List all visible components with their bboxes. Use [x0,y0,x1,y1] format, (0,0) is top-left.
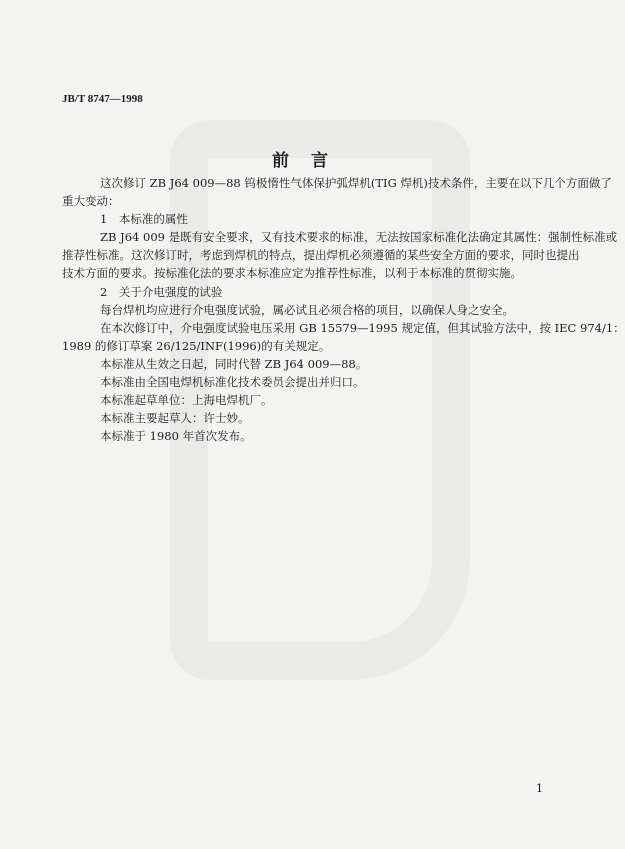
paragraph [62,228,618,282]
text-line: 重大变动： [62,194,120,209]
page-number: 1 [536,782,543,795]
paragraph [62,409,556,427]
paragraph [62,355,556,373]
text-line: 本标准主要起草人：许士妙。 [100,411,250,426]
text-line: 本标准起草单位：上海电焊机厂。 [100,393,273,408]
paragraph [62,391,556,409]
text-line: 这次修订 ZB J64 009—88 钨极惰性气体保护弧焊机(TIG 焊机)技术条件，主要在以下几个方面做了 [100,176,612,190]
paragraph [62,373,556,391]
document-body [62,174,625,445]
text-line: 推荐性标准。这次修订时，考虑到焊机的特点，提出焊机必须遵循的某些安全方面的要求，同时也提出 [62,248,580,263]
text-line: 本标准于 1980 年首次发布。 [100,429,252,444]
paragraph [62,301,556,319]
text-line: 本标准从生效之日起，同时代替 ZB J64 009—88。 [100,356,368,371]
text-line: 1989 的修订草案 26/125/INF(1996)的有关规定。 [62,338,331,353]
document-code: JB/T 8747—1998 [62,93,143,105]
paragraph [62,283,556,301]
text-line: 在本次修订中，介电强度试验电压采用 GB 15579—1995 规定值，但其试验方法中，按 IEC 974/1： [100,320,625,335]
paragraph [62,210,556,228]
text-line: 本标准由全国电焊机标准化技术委员会提出并归口。 [100,375,365,390]
paragraph [62,427,556,445]
text-line: 2 关于介电强度的试验 [100,284,223,299]
text-line: 每台焊机均应进行介电强度试验，属必试且必须合格的项目，以确保人身之安全。 [100,302,514,317]
paragraph [62,174,612,210]
text-line: 技术方面的要求。按标准化法的要求本标准应定为推荐性标准，以利于本标准的贯彻实施。 [62,266,522,281]
paragraph [62,319,625,355]
text-line: 1 本标准的属性 [100,212,188,227]
page-title: 前言 [272,151,350,171]
text-line: ZB J64 009 是既有安全要求，又有技术要求的标准，无法按国家标准化法确定其属性：强制性标准或 [100,230,618,245]
